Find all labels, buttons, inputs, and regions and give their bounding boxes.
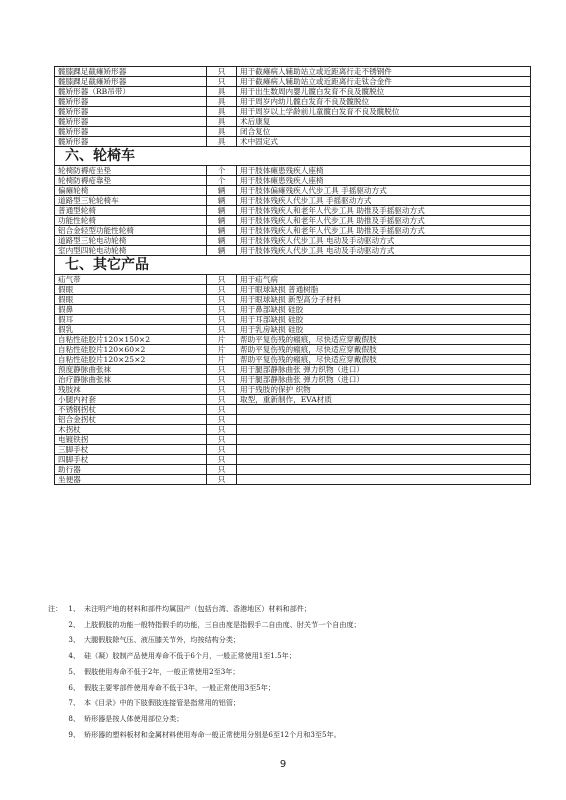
- note-number: 3、: [68, 635, 80, 645]
- product-name-cell: 髋矫形器（RB吊带）: [55, 87, 207, 97]
- table-row: [55, 385, 531, 395]
- unit-cell: 辆: [207, 236, 237, 246]
- unit-cell: 只: [207, 285, 237, 295]
- product-name-cell: 坐便器: [55, 475, 207, 485]
- unit-cell: 片: [207, 345, 237, 355]
- table-row: [55, 465, 531, 475]
- note-label: 注：: [48, 604, 63, 613]
- unit-cell: 只: [207, 475, 237, 485]
- note-number: 8、: [68, 713, 80, 723]
- table-row: [55, 455, 531, 465]
- unit-cell: 具: [207, 127, 237, 137]
- usage-cell: [237, 465, 531, 475]
- unit-cell: 只: [207, 445, 237, 455]
- table-row: [55, 335, 531, 345]
- unit-cell: 辆: [207, 186, 237, 196]
- product-name-cell: 假耳: [55, 315, 207, 325]
- usage-cell: 用于周岁内幼儿髋白发育不良及髋脱位: [237, 97, 531, 107]
- table-row: [55, 405, 531, 415]
- usage-cell: 用于肢体瘫患残疾人座椅: [237, 166, 531, 176]
- product-name-cell: 假眼: [55, 285, 207, 295]
- note-label: [48, 695, 62, 711]
- product-name-cell: 髋膝踝足截瘫矫形器: [55, 67, 207, 77]
- product-name-cell: 木拐杖: [55, 425, 207, 435]
- usage-cell: [237, 425, 531, 435]
- product-name-cell: 假鼻: [55, 305, 207, 315]
- product-name-cell: 自粘性硅胶片120×25×2: [55, 355, 207, 365]
- unit-cell: 只: [207, 425, 237, 435]
- note-number: 1、: [68, 604, 80, 613]
- product-name-cell: 髋矫形器: [55, 107, 207, 117]
- unit-cell: 具: [207, 107, 237, 117]
- usage-cell: 用于疝气病: [237, 275, 531, 285]
- note-label: [48, 648, 62, 664]
- product-name-cell: 小腿内衬套: [55, 395, 207, 405]
- note-number: 2、: [68, 619, 80, 629]
- unit-cell: 只: [207, 465, 237, 475]
- product-name-cell: 假乳: [55, 325, 207, 335]
- product-name-cell: 自粘性硅胶片120×150×2: [55, 335, 207, 345]
- unit-cell: 只: [207, 275, 237, 285]
- note-label: [48, 632, 62, 648]
- table-row: [55, 445, 531, 455]
- usage-cell: 用于眼球缺损 普通树脂: [237, 285, 531, 295]
- product-name-cell: 道路型三轮电动轮椅: [55, 236, 207, 246]
- note-number: 6、: [68, 682, 80, 692]
- unit-cell: 只: [207, 325, 237, 335]
- unit-cell: 片: [207, 355, 237, 365]
- table-row: [55, 246, 531, 256]
- product-table: [54, 66, 531, 485]
- table-row: [55, 285, 531, 295]
- usage-cell: [237, 415, 531, 425]
- unit-cell: 片: [207, 335, 237, 345]
- notes-section: [48, 601, 538, 742]
- unit-cell: 只: [207, 435, 237, 445]
- note-label: [48, 680, 62, 696]
- product-name-cell: 普通型轮椅: [55, 206, 207, 216]
- usage-cell: 用于耳部缺损 硅胶: [237, 315, 531, 325]
- table-row: [55, 375, 531, 385]
- note-number: 9、: [68, 729, 80, 739]
- product-name-cell: 道路型三轮轮椅车: [55, 196, 207, 206]
- usage-cell: 用于肢体瘫患残疾人座椅: [237, 176, 531, 186]
- note-number: 7、: [68, 698, 80, 708]
- note-item: [48, 680, 538, 696]
- table-row: [55, 315, 531, 325]
- table-row: [55, 97, 531, 107]
- note-text: 上肢假肢的功能一般特指假手的功能，三自由度是指假手二自由度、肘关节一个自由度；: [84, 619, 361, 629]
- unit-cell: 只: [207, 405, 237, 415]
- usage-cell: 用于肢体偏瘫残疾人代步工具 手摇驱动方式: [237, 186, 531, 196]
- usage-cell: 用于截瘫病人辅助站立或近距离行走不锈钢件: [237, 67, 531, 77]
- section-title: 六、轮椅车: [55, 147, 531, 166]
- unit-cell: 具: [207, 87, 237, 97]
- unit-cell: 辆: [207, 246, 237, 256]
- unit-cell: 只: [207, 295, 237, 305]
- usage-cell: 用于截瘫病人辅助站立或近距离行走钛合金件: [237, 77, 531, 87]
- usage-cell: 用于肢体残疾人和老年人代步工具 助推及手摇驱动方式: [237, 216, 531, 226]
- product-name-cell: 电镀铁拐: [55, 435, 207, 445]
- usage-cell: 取型，重新制作，EVA材质: [237, 395, 531, 405]
- unit-cell: 个: [207, 176, 237, 186]
- product-name-cell: 铝合金拐杖: [55, 415, 207, 425]
- table-row: [55, 226, 531, 236]
- usage-cell: 术后康复: [237, 117, 531, 127]
- product-name-cell: 髋矫形器: [55, 117, 207, 127]
- table-row: [55, 87, 531, 97]
- note-item: [48, 632, 538, 648]
- table-row: [55, 196, 531, 206]
- product-name-cell: 髋矫形器: [55, 137, 207, 147]
- table-row: [55, 365, 531, 375]
- product-name-cell: 假眼: [55, 295, 207, 305]
- note-text: 大腿假肢除气压、液压膝关节外，均按结构分类；: [84, 635, 241, 645]
- product-name-cell: 室内型四轮电动轮椅: [55, 246, 207, 256]
- usage-cell: [237, 455, 531, 465]
- table-row: [55, 166, 531, 176]
- note-label: [48, 617, 62, 633]
- usage-cell: 用于肢体残疾人代步工具 电动及手动驱动方式: [237, 236, 531, 246]
- unit-cell: 辆: [207, 206, 237, 216]
- unit-cell: 只: [207, 365, 237, 375]
- note-text: 未注明产地的材料和部件均属国产（包括台湾、香港地区）材料和部件；: [84, 604, 311, 613]
- usage-cell: 用于肢体残疾人和老年人代步工具 助推及手摇驱动方式: [237, 206, 531, 216]
- product-name-cell: 偏瘫轮椅: [55, 186, 207, 196]
- note-text: 矫形器的塑料板材和金属材料使用寿命一般正常使用分别是6至12个月和3至5年。: [84, 729, 341, 739]
- usage-cell: [237, 405, 531, 415]
- note-label: [48, 664, 62, 680]
- product-name-cell: 疝气带: [55, 275, 207, 285]
- note-item: [48, 695, 538, 711]
- section-header-row: [55, 147, 531, 166]
- usage-cell: 用于出生数周内婴儿髋白发育不良及髋脱位: [237, 87, 531, 97]
- unit-cell: 只: [207, 415, 237, 425]
- usage-cell: [237, 445, 531, 455]
- usage-cell: 帮助平复伤残的瘢痕，尽快适应穿戴假肢: [237, 345, 531, 355]
- note-item: [48, 601, 538, 617]
- note-text: 本《目录》中的下肢假肢连接管是指常用的铝管；: [84, 698, 241, 708]
- unit-cell: 辆: [207, 216, 237, 226]
- unit-cell: 只: [207, 67, 237, 77]
- unit-cell: 只: [207, 305, 237, 315]
- note-label: [48, 711, 62, 727]
- table-row: [55, 415, 531, 425]
- usage-cell: 用于乳房缺损 硅胶: [237, 325, 531, 335]
- product-name-cell: 四脚手杖: [55, 455, 207, 465]
- table-row: [55, 475, 531, 485]
- usage-cell: 闭合复位: [237, 127, 531, 137]
- table-row: [55, 325, 531, 335]
- product-name-cell: 助行器: [55, 465, 207, 475]
- unit-cell: 只: [207, 77, 237, 87]
- usage-cell: 用于鼻部缺损 硅胶: [237, 305, 531, 315]
- table-row: [55, 355, 531, 365]
- usage-cell: [237, 435, 531, 445]
- table-row: [55, 206, 531, 216]
- table-row: [55, 295, 531, 305]
- usage-cell: 帮助平复伤残的瘢痕，尽快适应穿戴假肢: [237, 335, 531, 345]
- usage-cell: [237, 475, 531, 485]
- product-name-cell: 不锈钢拐杖: [55, 405, 207, 415]
- table-row: [55, 186, 531, 196]
- usage-cell: 用于残肢的保护 织物: [237, 385, 531, 395]
- unit-cell: 个: [207, 166, 237, 176]
- product-name-cell: 髋膝踝足截瘫矫形器: [55, 77, 207, 87]
- unit-cell: 辆: [207, 226, 237, 236]
- unit-cell: 只: [207, 375, 237, 385]
- table-row: [55, 137, 531, 147]
- unit-cell: 只: [207, 315, 237, 325]
- section-header-row: [55, 256, 531, 275]
- usage-cell: 术中固定式: [237, 137, 531, 147]
- unit-cell: 具: [207, 97, 237, 107]
- table-row: [55, 395, 531, 405]
- note-item: [48, 711, 538, 727]
- section-title: 七、其它产品: [55, 256, 531, 275]
- note-text: 硅（凝）胶制产品使用寿命不低于6个月，一般正常使用1至1.5年；: [84, 651, 296, 661]
- note-label: [48, 727, 62, 743]
- table-row: [55, 236, 531, 246]
- product-name-cell: 功能性轮椅: [55, 216, 207, 226]
- table-row: [55, 67, 531, 77]
- usage-cell: 用于眼球缺损 新型高分子材料: [237, 295, 531, 305]
- usage-cell: 用于肢体残疾人代步工具 手摇驱动方式: [237, 196, 531, 206]
- table-row: [55, 345, 531, 355]
- product-name-cell: 治疗静脉曲张袜: [55, 375, 207, 385]
- usage-cell: 用于肢体残疾人代步工具 电动及手动驱动方式: [237, 246, 531, 256]
- product-name-cell: 髋矫形器: [55, 97, 207, 107]
- product-name-cell: 三脚手杖: [55, 445, 207, 455]
- unit-cell: 辆: [207, 196, 237, 206]
- unit-cell: 具: [207, 137, 237, 147]
- table-row: [55, 77, 531, 87]
- product-name-cell: 预度静脉曲张袜: [55, 365, 207, 375]
- usage-cell: 用于肢体残疾人和老年人代步工具 助推及手摇驱动方式: [237, 226, 531, 236]
- unit-cell: 只: [207, 395, 237, 405]
- table-row: [55, 176, 531, 186]
- note-text: 矫形器是按人体使用部位分类；: [84, 713, 184, 723]
- note-item: [48, 727, 538, 743]
- table-row: [55, 127, 531, 137]
- note-number: 5、: [68, 666, 80, 676]
- table-row: [55, 216, 531, 226]
- product-name-cell: 铝合金轻型功能性轮椅: [55, 226, 207, 236]
- unit-cell: 具: [207, 117, 237, 127]
- table-row: [55, 305, 531, 315]
- product-name-cell: 残肢袜: [55, 385, 207, 395]
- usage-cell: 帮助平复伤残的瘢痕，尽快适应穿戴假肢: [237, 355, 531, 365]
- note-item: [48, 664, 538, 680]
- note-text: 假肢使用寿命不低于2年，一般正常使用2至3年；: [84, 666, 240, 676]
- usage-cell: 用于腿部静脉曲张 弹力织物（进口）: [237, 375, 531, 385]
- note-text: 假肢主要零部件使用寿命不低于3年，一般正常使用3至5年；: [84, 682, 275, 692]
- unit-cell: 只: [207, 455, 237, 465]
- unit-cell: 只: [207, 385, 237, 395]
- product-name-cell: 轮椅防褥疮靠垫: [55, 176, 207, 186]
- table-row: [55, 425, 531, 435]
- table-row: [55, 275, 531, 285]
- table-row: [55, 107, 531, 117]
- table-row: [55, 435, 531, 445]
- note-item: [48, 648, 538, 664]
- usage-cell: 用于周岁以上学龄前儿童髋白发育不良及髋脱位: [237, 107, 531, 117]
- note-number: 4、: [68, 651, 80, 661]
- table-row: [55, 117, 531, 127]
- note-item: [48, 617, 538, 633]
- page-number: 9: [279, 759, 287, 770]
- product-name-cell: 自粘性硅胶片120×60×2: [55, 345, 207, 355]
- product-name-cell: 髋矫形器: [55, 127, 207, 137]
- usage-cell: 用于腿部静脉曲张 弹力织物（进口）: [237, 365, 531, 375]
- product-name-cell: 轮椅防褥疮坐垫: [55, 166, 207, 176]
